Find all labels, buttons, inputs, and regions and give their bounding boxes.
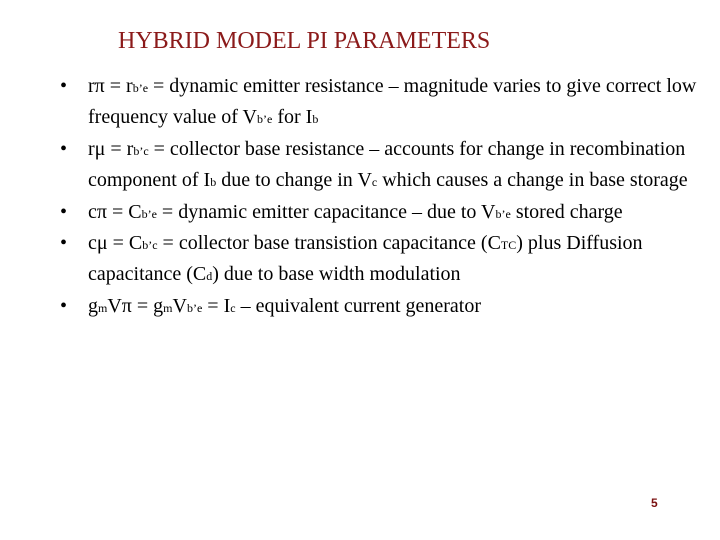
subscript-text: c — [230, 300, 236, 315]
text-run: ) due to base width modulation — [212, 263, 461, 286]
text-run: g — [88, 294, 98, 317]
subscript-text: b’e — [186, 300, 203, 315]
text-run: – equivalent current generator — [235, 294, 482, 317]
bullet-text — [88, 201, 623, 223]
text-run: cμ = C — [88, 232, 143, 255]
text-run: stored charge — [510, 200, 623, 223]
text-run: which causes a change in base storage — [377, 169, 688, 192]
subscript-text: b’e — [495, 206, 511, 221]
text-run: = collector base resistance – accounts for change in recombination component of I — [88, 137, 686, 192]
slide-title: HYBRID MODEL PI PARAMETERS — [118, 28, 491, 54]
text-run: Vπ = g — [107, 294, 164, 317]
bullet-dot-icon: • — [60, 75, 68, 97]
text-run: = I — [202, 294, 231, 317]
text-run: due to change in V — [216, 169, 372, 192]
bullet-item — [60, 292, 710, 323]
text-run: ) plus Diffusion capacitance (C — [88, 232, 643, 286]
subscript-text: b’e — [141, 206, 157, 221]
subscript-text: c — [371, 175, 378, 190]
text-run: rμ = r — [88, 137, 134, 160]
text-run: = dynamic emitter capacitance – due to V — [156, 200, 496, 223]
text-run: rπ = r — [88, 75, 133, 97]
bullet-text — [88, 138, 688, 191]
subscript-text: d — [206, 269, 213, 284]
bullet-dot-icon: • — [60, 200, 68, 223]
subscript-text: b — [210, 175, 217, 190]
subscript-text: m — [163, 300, 173, 315]
bullet-dot-icon: • — [60, 137, 68, 160]
subscript-text: b’e — [132, 81, 149, 95]
subscript-text: b’c — [133, 143, 149, 158]
subscript-text: m — [98, 300, 108, 315]
text-run: = dynamic emitter resistance – magnitude varies to give correct low frequency value of V — [88, 75, 697, 129]
subscript-text: b’c — [142, 238, 158, 253]
bullet-text — [88, 75, 696, 128]
bullet-text — [88, 232, 643, 285]
text-run: cπ = C — [88, 200, 142, 223]
subscript-text: TC — [500, 238, 517, 253]
bullet-dot-icon: • — [60, 232, 68, 255]
bullet-item — [60, 72, 710, 135]
bullet-text — [88, 295, 481, 317]
bullet-item — [60, 198, 710, 229]
subscript-text: b — [312, 112, 319, 127]
bullet-list — [60, 72, 710, 323]
bullet-item — [60, 229, 710, 292]
page-number: 5 — [651, 496, 658, 510]
text-run: V — [172, 294, 187, 317]
bullet-item — [60, 135, 710, 198]
text-run: for I — [272, 106, 313, 129]
subscript-text: b’e — [257, 112, 273, 127]
bullet-dot-icon: • — [60, 294, 68, 317]
text-run: = collector base transistion capacitance (C — [157, 232, 501, 255]
